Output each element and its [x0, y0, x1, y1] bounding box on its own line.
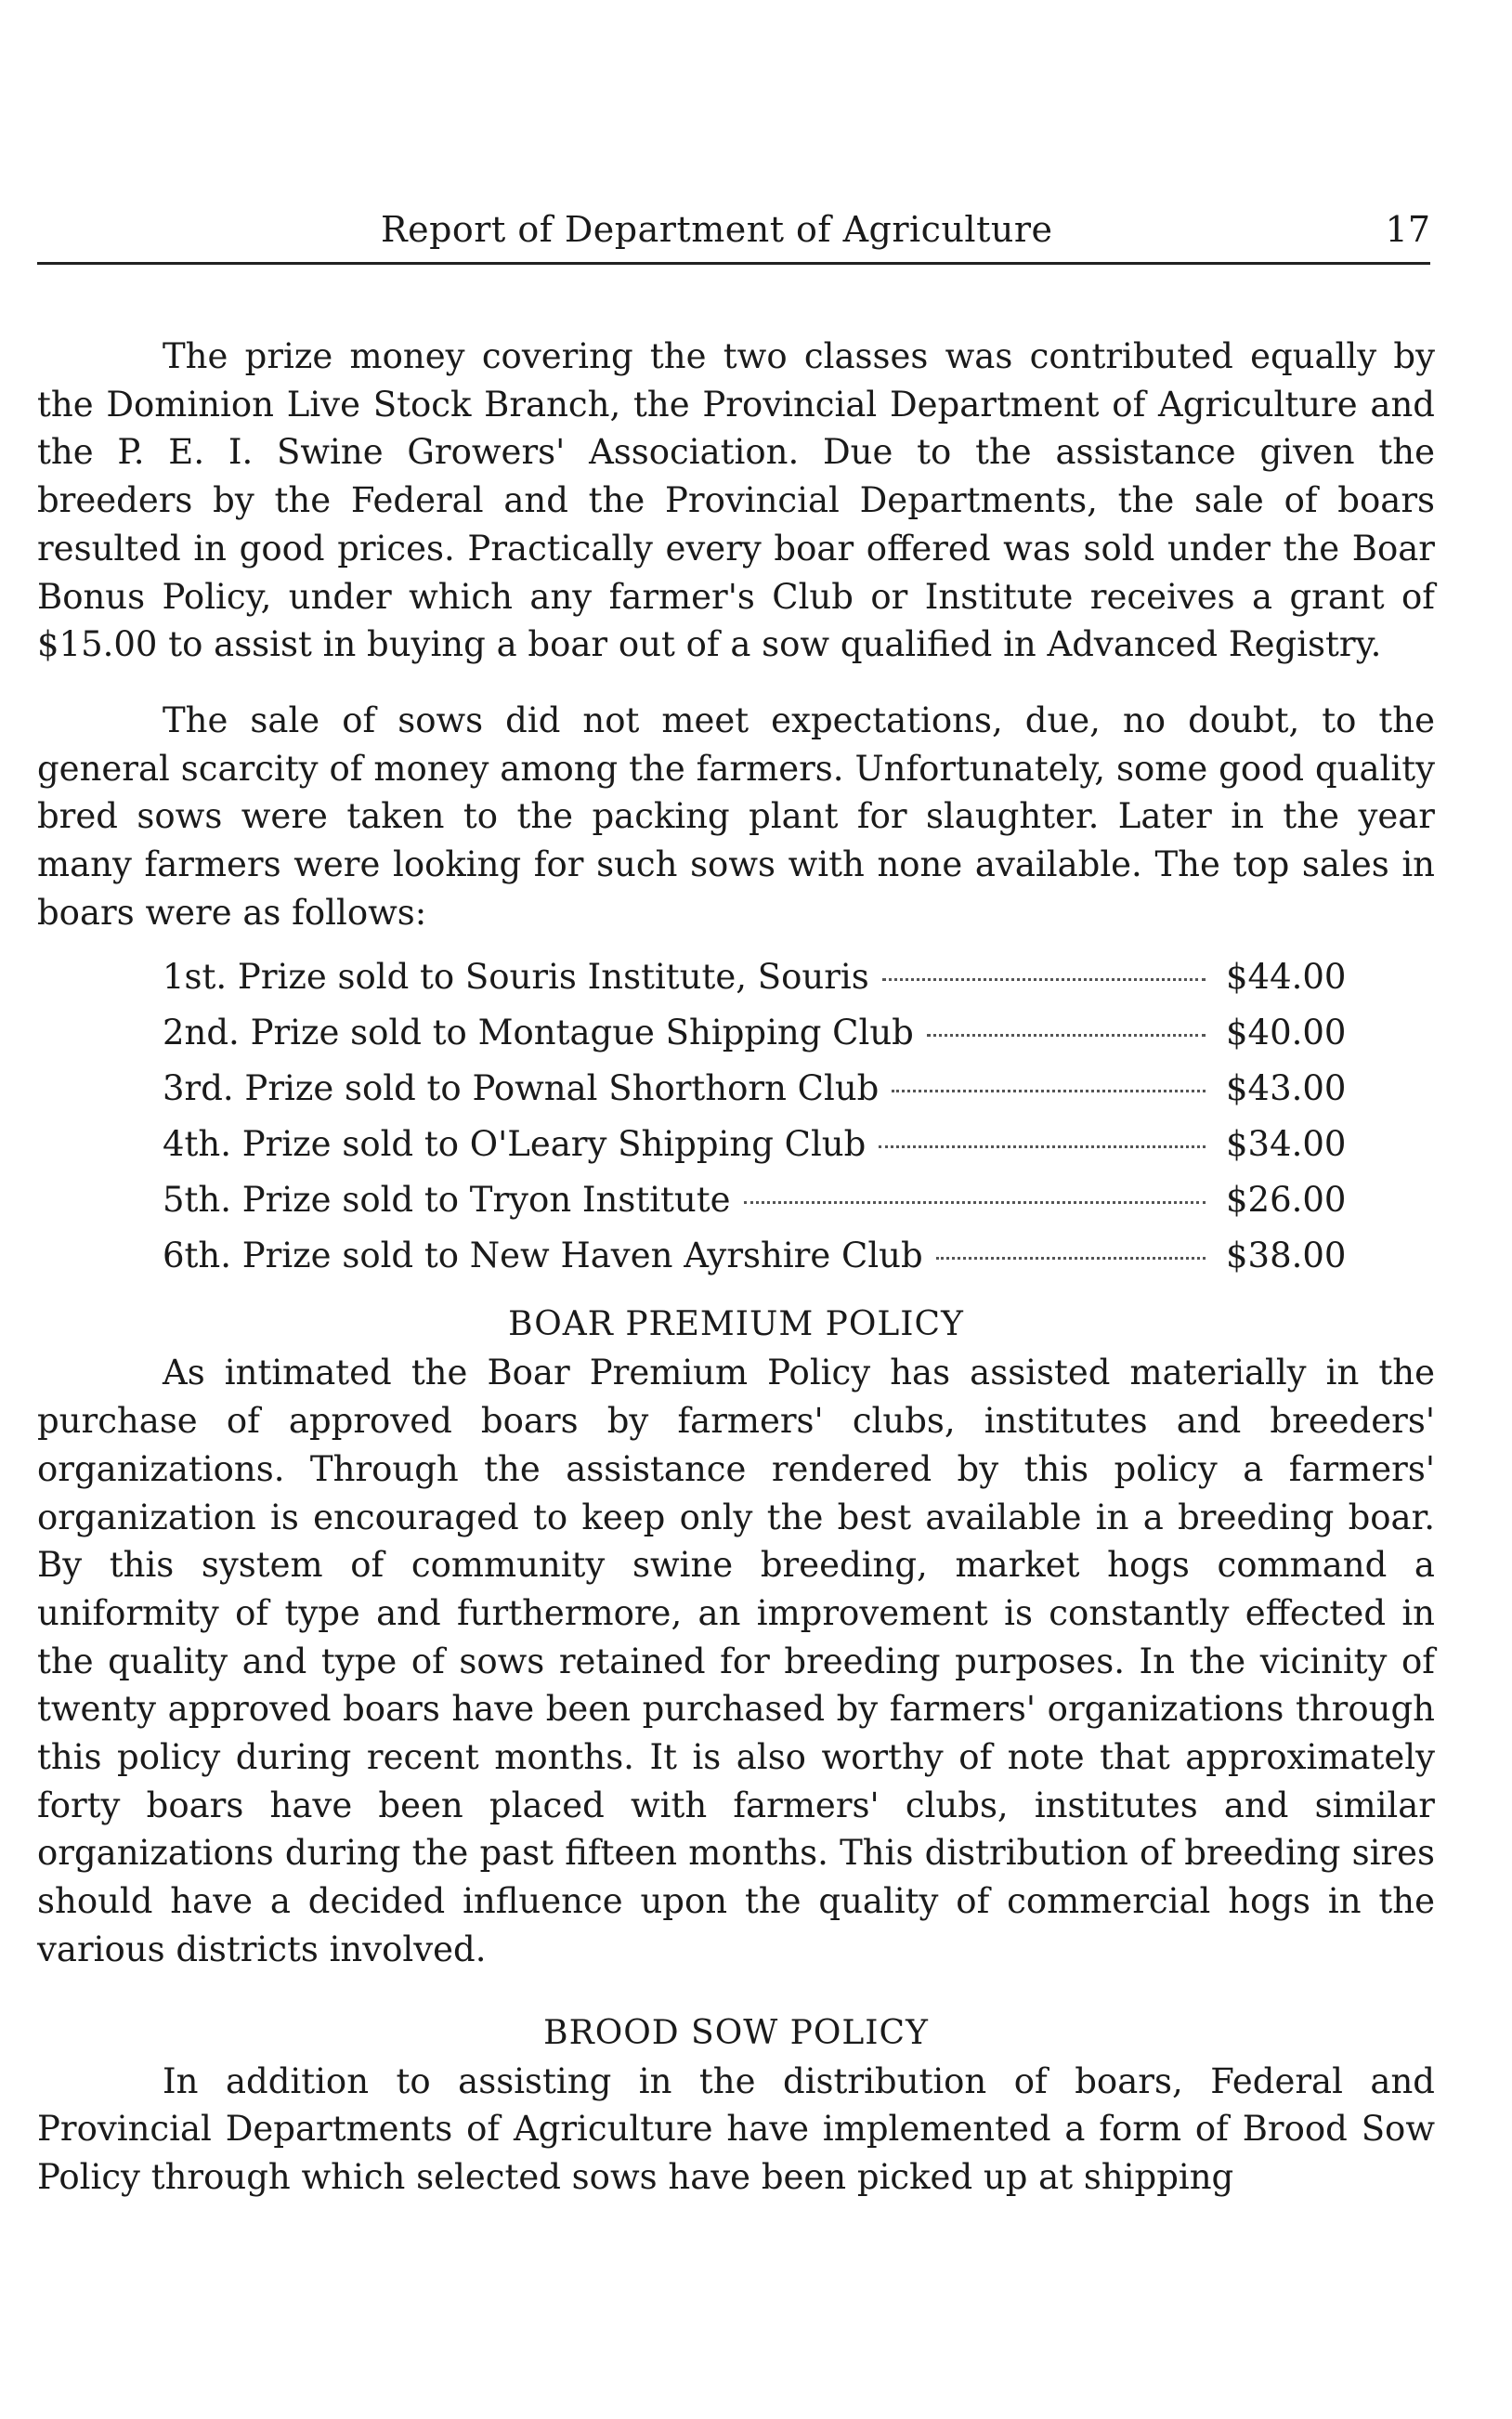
sale-amount: $44.00 — [1226, 957, 1347, 998]
top-sales-list — [37, 949, 1347, 1284]
dot-leader — [892, 1090, 1206, 1092]
running-head — [37, 206, 1430, 265]
sale-row — [163, 1172, 1347, 1228]
paragraph-boar-premium-policy: As intimated the Boar Premium Policy has assisted materially in the purchase of approved boars by farmers' clubs, institutes and breeders' organizations. Through the assistance rendered by this policy a farmers' organization is encouraged to keep only the best available in a breeding boar. By this system of community swine breeding, market hogs command a uniformity of type and furthermore, an improvement is constantly effected in the quality and type of sows retained for breeding purposes. In the vicinity of twenty approved boars have been purchased by farmers' organizations through this policy during recent months. It is also worthy of note that approximately forty boars have been placed with farmers' clubs, institutes and similar organizations during the past fifteen months. This distribution of breeding sires should have a decided influence upon the quality of commercial hogs in the various districts involved. — [37, 1353, 1435, 1969]
sale-row — [163, 1117, 1347, 1172]
paragraph-prize-money: The prize money covering the two classes was contributed equally by the Dominion Live Stock Branch, the Provincial Department of Agriculture and the P. E. I. Swine Growers' Association. Due to the assistance given the breeders by the Federal and the Provincial Departments, the sale of boars resulted in good prices. Practically every boar offered was sold under the Boar Bonus Policy, under which any farmer's Club or Institute receives a grant of $15.00 to assist in buying a boar out of a sow qualified in Advanced Registry. — [37, 336, 1435, 665]
sale-row — [163, 1005, 1347, 1061]
body-text — [37, 333, 1435, 2202]
sale-amount: $40.00 — [1226, 1013, 1347, 1053]
sale-amount: $38.00 — [1226, 1236, 1347, 1276]
dot-leader — [879, 1145, 1206, 1148]
dot-leader — [936, 1257, 1206, 1260]
sale-description: 5th. Prize sold to Tryon Institute — [163, 1180, 731, 1221]
sale-amount: $34.00 — [1226, 1124, 1347, 1165]
sale-description: 4th. Prize sold to O'Leary Shipping Club — [163, 1124, 867, 1165]
sale-description: 6th. Prize sold to New Haven Ayrshire Club — [163, 1236, 923, 1276]
sale-amount: $43.00 — [1226, 1068, 1347, 1109]
paragraph-sale-of-sows: The sale of sows did not meet expectations, due, no doubt, to the general scarcity of money among the farmers. Unfortunately, some good quality bred sows were taken to the packing plant for slaughter. Later in the year many farmers were looking for such sows with none available. The top sales in boars were as follows: — [37, 700, 1435, 933]
dot-leader — [927, 1034, 1206, 1037]
heading-brood-sow-policy: BROOD SOW POLICY — [543, 2013, 929, 2052]
heading-boar-premium-policy: BOAR PREMIUM POLICY — [508, 1305, 964, 1344]
sale-row — [163, 949, 1347, 1005]
dot-leader — [882, 978, 1206, 981]
sale-description: 1st. Prize sold to Souris Institute, Souris — [163, 957, 869, 998]
paragraph-brood-sow-policy: In addition to assisting in the distribution of boars, Federal and Provincial Departments of Agriculture have implemented a form of Brood Sow Policy through which selected sows have been picked up at shipping — [37, 2060, 1435, 2197]
sale-description: 2nd. Prize sold to Montague Shipping Club — [163, 1013, 914, 1053]
sale-description: 3rd. Prize sold to Pownal Shorthorn Club — [163, 1068, 880, 1109]
sale-row — [163, 1061, 1347, 1117]
sale-row — [163, 1228, 1347, 1284]
dot-leader — [744, 1201, 1206, 1204]
sale-amount: $26.00 — [1226, 1180, 1347, 1221]
page-number: 17 — [1385, 209, 1430, 250]
running-head-title: Report of Department of Agriculture — [381, 209, 1053, 250]
